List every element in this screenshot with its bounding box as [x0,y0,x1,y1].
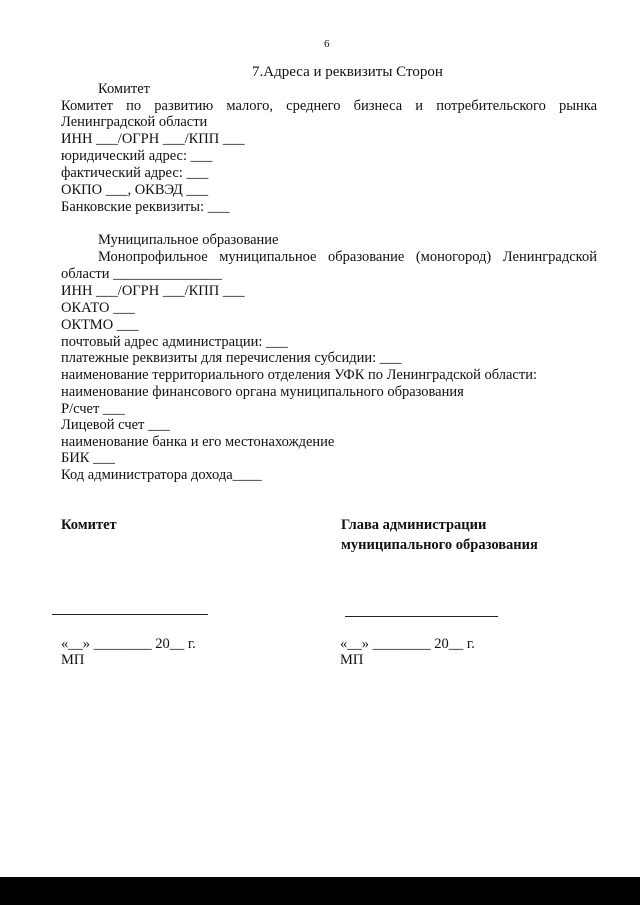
committee-label: Комитет [98,81,150,97]
committee-full-name: Комитет по развитию малого, среднего бизнеса и потребительского рынка [61,98,597,114]
scan-bottom-border [0,877,640,905]
left-signature-title: Комитет [61,517,117,533]
right-signature-title-2: муниципального образования [341,537,538,553]
left-signature-line [52,614,208,615]
municipality-oktmo: ОКТМО ___ [61,317,139,333]
committee-legal-address: юридический адрес: ___ [61,148,213,164]
municipality-personal-account: Лицевой счет ___ [61,417,170,433]
municipality-finance-body: наименование финансового органа муниципального образования [61,384,464,400]
committee-bank-details: Банковские реквизиты: ___ [61,199,230,215]
municipality-region: области _______________ [61,266,222,282]
municipality-okato: ОКАТО ___ [61,300,135,316]
municipality-label: Муниципальное образование [98,232,279,248]
right-stamp: МП [340,652,364,668]
municipality-revenue-admin-code: Код администратора дохода____ [61,467,262,483]
municipality-inn: ИНН ___/ОГРН ___/КПП ___ [61,283,245,299]
municipality-bik: БИК ___ [61,450,115,466]
committee-region: Ленинградской области [61,114,208,130]
left-signature-date: «__» ________ 20__ г. [61,636,196,652]
municipality-postal-address: почтовый адрес администрации: ___ [61,334,288,350]
committee-inn: ИНН ___/ОГРН ___/КПП ___ [61,131,245,147]
committee-okpo: ОКПО ___, ОКВЭД ___ [61,182,209,198]
right-signature-line [345,616,498,617]
section-heading: 7.Адреса и реквизиты Сторон [252,64,443,80]
municipality-ufk-department: наименование территориального отделения УФК по Ленинградской области: [61,367,537,383]
right-signature-title-1: Глава администрации [341,517,487,533]
municipality-bank-name: наименование банка и его местонахождение [61,434,335,450]
municipality-name: Монопрофильное муниципальное образование (моногород) Ленинградской [98,249,597,265]
municipality-settlement-account: Р/счет ___ [61,401,125,417]
left-stamp: МП [61,652,85,668]
right-signature-date: «__» ________ 20__ г. [340,636,475,652]
committee-actual-address: фактический адрес: ___ [61,165,209,181]
municipality-payment-details: платежные реквизиты для перечисления субсидии: ___ [61,350,402,366]
page-number: 6 [324,38,330,50]
